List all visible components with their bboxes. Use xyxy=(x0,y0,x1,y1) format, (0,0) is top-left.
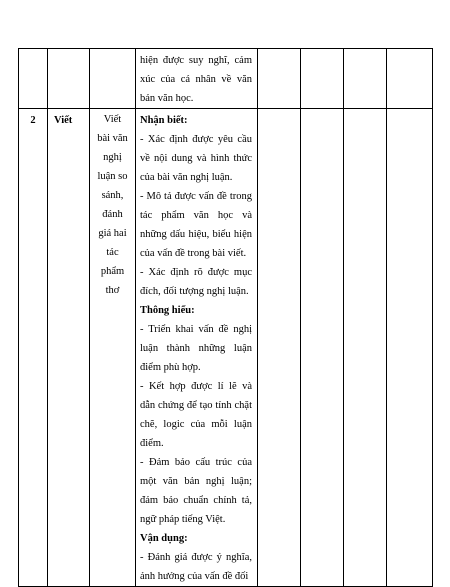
cell-number xyxy=(19,49,48,109)
criterion-item: - Đảm bảo cấu trúc của một văn bản nghị luận; đảm bảo chuẩn chính tả, ngữ pháp tiếng Việt. xyxy=(140,457,252,525)
unit-line: nghị xyxy=(103,152,122,163)
description-line: hiện được suy nghĩ, cảm xyxy=(140,55,252,66)
unit-line: sánh, xyxy=(101,190,124,201)
cell-count-understanding xyxy=(301,109,344,587)
unit-line: tác xyxy=(106,247,119,258)
criterion-item: - Đánh giá được ý nghĩa, ảnh hưởng của vấn đề đối xyxy=(140,552,252,582)
unit-line: bài văn xyxy=(97,133,128,144)
unit-line: thơ xyxy=(105,285,120,296)
assessment-matrix-table xyxy=(18,48,433,587)
cell-unit xyxy=(90,109,136,587)
unit-line: Viết xyxy=(103,114,122,125)
criterion-item: - Kết hợp được lí lẽ và dẫn chứng để tạo tính chặt chẽ, logic của mỗi luận điểm. xyxy=(140,381,252,449)
table-row-continued xyxy=(19,49,433,109)
cell-unit xyxy=(90,49,136,109)
cell-description xyxy=(136,109,258,587)
cell-description xyxy=(136,49,258,109)
description-line: bản văn học. xyxy=(140,93,194,104)
cell-count-recognition xyxy=(258,109,301,587)
cell-domain xyxy=(48,49,90,109)
table-row-writing xyxy=(19,109,433,587)
cell-count-advanced xyxy=(387,109,433,587)
criterion-item: - Mô tả được vấn đề trong tác phẩm văn học và những dấu hiệu, biểu hiện của vấn đề trong bài viết. xyxy=(140,191,252,259)
unit-line: đánh xyxy=(102,209,123,220)
criterion-item: - Xác định được yêu cầu về nội dung và hình thức của bài văn nghị luận. xyxy=(140,134,252,183)
cell-domain: Viết xyxy=(48,109,90,587)
cell-number: 2 xyxy=(19,109,48,587)
unit-line: phẩm xyxy=(100,266,125,277)
section-heading-recognition: Nhận biết: xyxy=(140,115,188,126)
unit-line: luận so xyxy=(97,171,128,182)
cell-count-application xyxy=(344,109,387,587)
criterion-item: - Triển khai vấn đề nghị luận thành những luận điểm phù hợp. xyxy=(140,324,252,373)
cell-count-recognition xyxy=(258,49,301,109)
description-line: xúc của cá nhân về văn xyxy=(140,74,252,85)
criterion-item: - Xác định rõ được mục đích, đối tượng nghị luận. xyxy=(140,267,252,297)
section-heading-application: Vận dụng: xyxy=(140,533,188,544)
section-heading-understanding: Thông hiểu: xyxy=(140,305,195,316)
cell-count-understanding xyxy=(301,49,344,109)
cell-count-advanced xyxy=(387,49,433,109)
unit-line: giá hai xyxy=(98,228,127,239)
cell-count-application xyxy=(344,49,387,109)
